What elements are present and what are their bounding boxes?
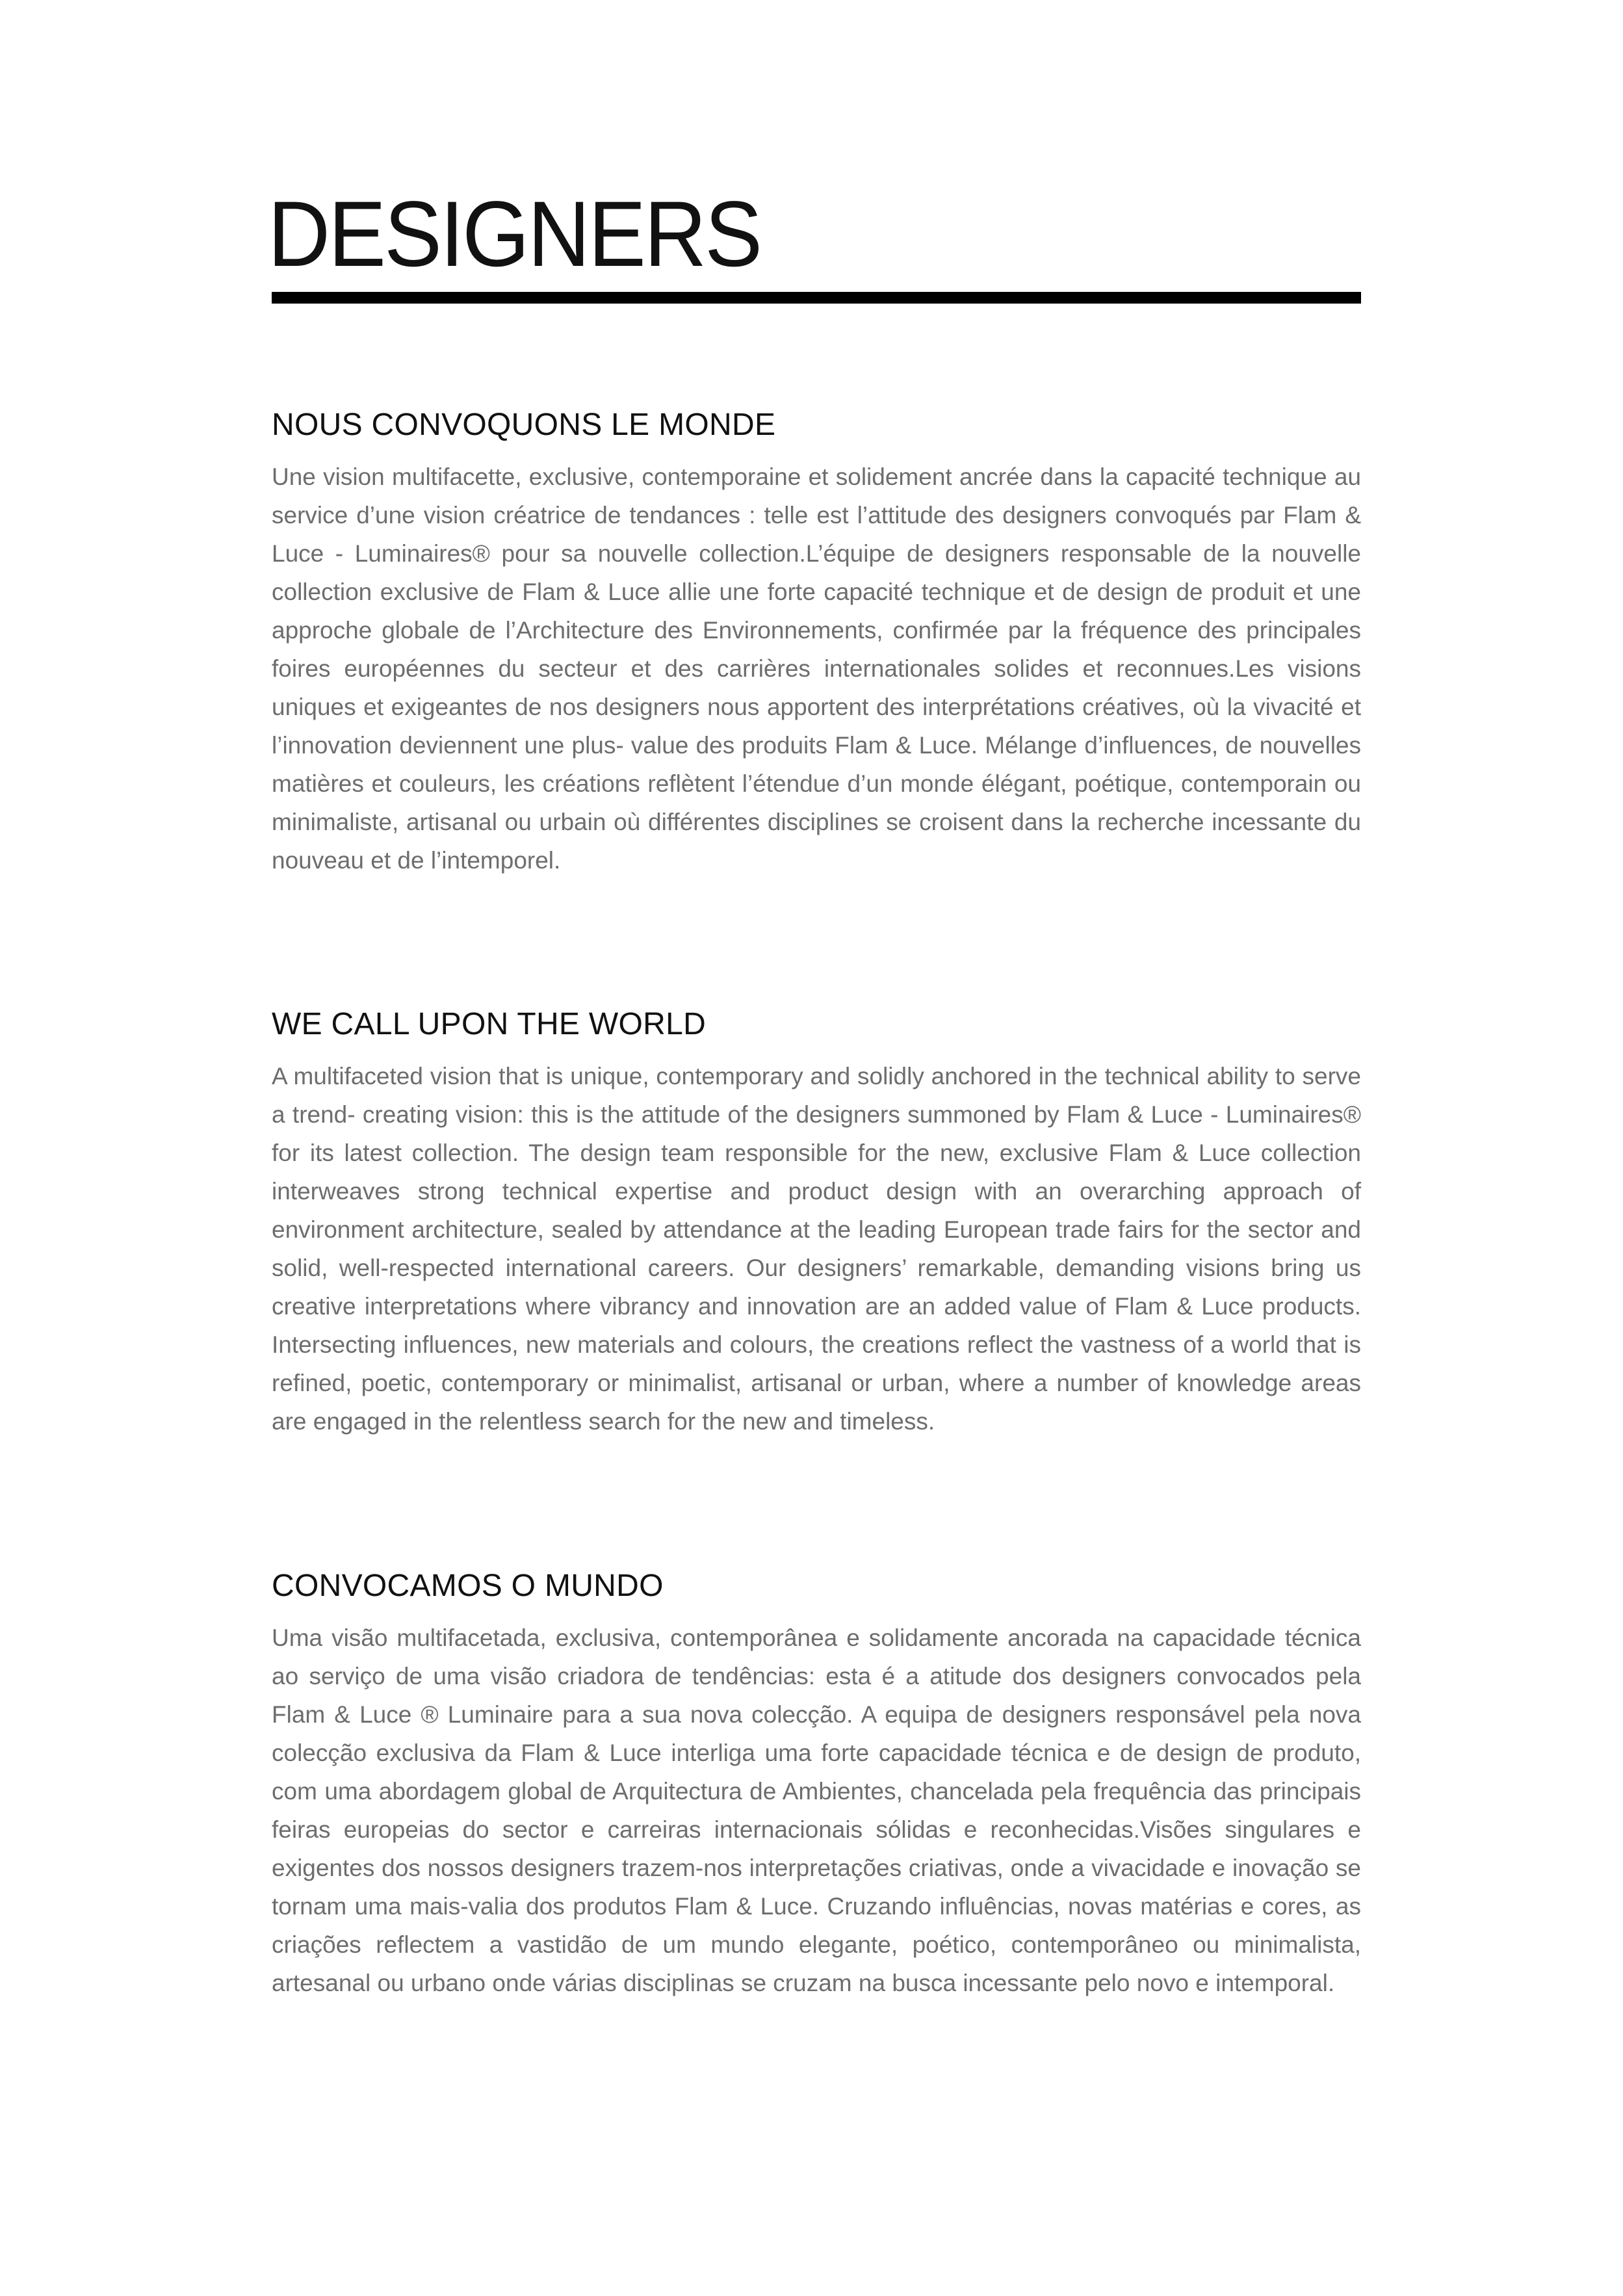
section-body: Une vision multifacette, exclusive, contemporaine et solidement ancrée dans la capacité technique au service d’une vision créatrice de tendances : telle est l’attitude des designers convoqués par Flam & Luce - Luminaires® pour sa nouvelle collection.L’équipe de designers responsable de la nouvelle collection exclusive de Flam & Luce allie une forte capacité technique et de design de produit et une approche globale de l’Architecture des Environnements, confirmée par la fréquence des principales foires européennes du secteur et des carrières internationales solides et reconnues.Les visions uniques et exigeantes de nos designers nous apportent des interprétations créatives, où la vivacité et l’innovation deviennent une plus- value des produits Flam & Luce. Mélange d’influences, de nouvelles matières et couleurs, les créations reflètent l’étendue d’un monde élégant, poétique, contemporain ou minimaliste, artisanal ou urbain où différentes disciplines se croisent dans la recherche incessante du nouveau et de l’intemporel. [272,463,1361,874]
section-english [272,1005,1361,1441]
section-portuguese [272,1567,1361,2002]
section-heading: CONVOCAMOS O MUNDO [272,1569,664,1603]
section-heading: NOUS CONVOQUONS LE MONDE [272,408,776,442]
section-french [272,406,1361,880]
section-heading: WE CALL UPON THE WORLD [272,1007,707,1041]
section-body: Uma visão multifacetada, exclusiva, contemporânea e solidamente ancorada na capacidade técnica ao serviço de uma visão criadora de tendências: esta é a atitude dos designers convocados pela Flam & Luce ® Luminaire para a sua nova colecção. A equipa de designers responsável pela nova colecção exclusiva da Flam & Luce interliga uma forte capacidade técnica e de design de produto, com uma abordagem global de Arquitectura de Ambientes, chancelada pela frequência das principais feiras europeias do sector e carreiras internacionais sólidas e reconhecidas.Visões singulares e exigentes dos nossos designers trazem-nos interpretações criativas, onde a vivacidade e inovação se tornam uma mais-valia dos produtos Flam & Luce. Cruzando influências, novas matérias e cores, as criações reflectem a vastidão de um mundo elegante, poético, contemporâneo ou minimalista, artesanal ou urbano onde várias disciplinas se cruzam na busca incessante pelo novo e intemporal. [272,1624,1361,1996]
title-underline-rule [272,292,1361,304]
section-body: A multifaceted vision that is unique, contemporary and solidly anchored in the technical ability to serve a trend- creating vision: this is the attitude of the designers summoned by Flam & Luce - Luminaires® for its latest collection. The design team responsible for the new, exclusive Flam & Luce collection interweaves strong technical expertise and product design with an overarching approach of environment architecture, sealed by attendance at the leading European trade fairs for the sector and solid, well-respected international careers. Our designers’ remarkable, demanding visions bring us creative interpretations where vibrancy and innovation are an added value of Flam & Luce products. Intersecting influences, new materials and colours, the creations reflect the vastness of a world that is refined, poetic, contemporary or minimalist, artisanal or urban, where a number of knowledge areas are engaged in the relentless search for the new and timeless. [272,1063,1361,1435]
page-title: DESIGNERS [268,183,761,286]
